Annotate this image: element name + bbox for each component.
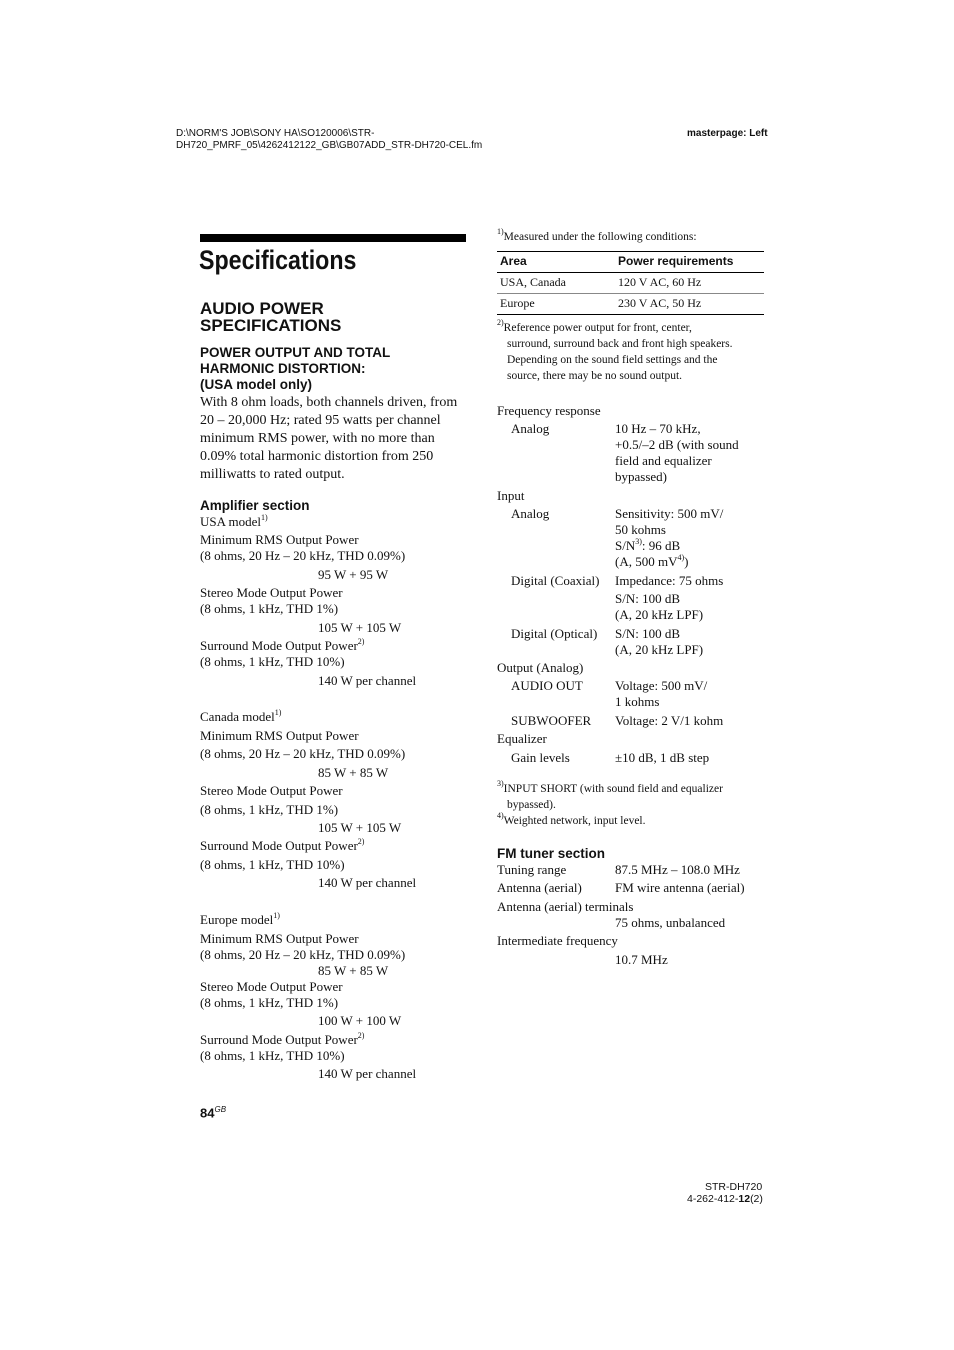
canada-stereo-label: Stereo Mode Output Power: [200, 783, 343, 798]
amplifier-heading: Amplifier section: [200, 498, 310, 513]
canada-surround-label: Surround Mode Output Power$^{2)}$: [200, 836, 365, 853]
footnote-ref: 3): [635, 536, 642, 546]
audio-out-value: Voltage: 500 mV/: [615, 678, 708, 693]
subwoofer-value: Voltage: 2 V/1 kohm: [615, 713, 724, 728]
intermediate-frequency-label: Intermediate frequency: [497, 933, 618, 948]
table-cell: Europe: [497, 294, 615, 315]
thd-heading-line-2: HARMONIC DISTORTION:: [200, 361, 366, 376]
usa-min-rms-label: Minimum RMS Output Power: [200, 532, 359, 547]
power-conditions-table: [497, 251, 764, 315]
table-row: [497, 294, 764, 315]
canada-min-rms-cond: (8 ohms, 20 Hz – 20 kHz, THD 0.09%): [200, 746, 406, 761]
footnote-ref: 2): [357, 836, 365, 846]
page-number-suffix: GB: [214, 1105, 227, 1114]
output-label: Output (Analog): [497, 660, 584, 675]
footnote-ref: 1): [274, 707, 282, 717]
table-cell: 120 V AC, 60 Hz: [615, 273, 764, 294]
footnote-4: $^{4)}$Weighted network, input level.: [497, 811, 646, 827]
file-path-line-1: D:\NORM'S JOB\SONY HA\SO120006\STR-: [176, 128, 375, 139]
gain-levels-label: Gain levels: [511, 750, 570, 765]
audio-out-value: 1 kohms: [615, 694, 660, 709]
footnote-3-line-1: $^{3)}$INPUT SHORT (with sound field and equalizer: [497, 779, 723, 795]
footnote-3-line-2: bypassed).: [507, 799, 556, 811]
table-header-area: Area: [497, 252, 615, 273]
usa-surround-value: 140 W per channel: [318, 673, 417, 688]
canada-model-label: Canada model$^{1)}$: [200, 707, 282, 724]
intermediate-frequency-value: 10.7 MHz: [615, 952, 668, 967]
table-header-row: [497, 252, 764, 273]
freq-analog-value: field and equalizer: [615, 453, 712, 468]
page-number: $84^{GB}$: [200, 1105, 227, 1121]
footnote-ref: 1): [261, 512, 268, 522]
thd-heading-line-1: POWER OUTPUT AND TOTAL: [200, 345, 391, 360]
equalizer-label: Equalizer: [497, 731, 547, 746]
input-coaxial-value: S/N: 100 dB: [615, 591, 681, 606]
input-coaxial-value: Impedance: 75 ohms: [615, 573, 724, 588]
footnote-2-line-1: $^{2)}$Reference power output for front, center,: [497, 318, 692, 334]
usa-surround-cond: (8 ohms, 1 kHz, THD 10%): [200, 654, 345, 669]
table-row: [497, 273, 764, 294]
gain-levels-value: ±10 dB, 1 dB step: [615, 750, 710, 765]
file-path-line-2: DH720_PMRF_05\4262412122_GB\GB07ADD_STR-DH720-CEL.fm: [176, 140, 483, 151]
audio-out-label: AUDIO OUT: [511, 678, 583, 693]
input-coaxial-value: (A, 20 kHz LPF): [615, 607, 704, 622]
footnote-2-line: surround, surround back and front high speakers.: [507, 338, 733, 350]
intro-line: milliwatts to rated output.: [200, 467, 345, 482]
usa-min-rms-value: 95 W + 95 W: [318, 567, 389, 582]
intro-line: With 8 ohm loads, both channels driven, from: [200, 395, 458, 410]
audio-heading-line-1: AUDIO POWER: [200, 299, 324, 318]
antenna-terminals-value: 75 ohms, unbalanced: [615, 915, 726, 930]
audio-heading-line-2: SPECIFICATIONS: [200, 316, 342, 335]
page-title: Specifications: [199, 245, 357, 275]
antenna-value: FM wire antenna (aerial): [615, 880, 745, 895]
canada-surround-cond: (8 ohms, 1 kHz, THD 10%): [200, 857, 345, 872]
footer-part-code: 4-262-412-12(2): [687, 1193, 763, 1205]
input-analog-value: Sensitivity: 500 mV/: [615, 506, 724, 521]
footer-model: STR-DH720: [705, 1181, 763, 1193]
intro-line: 20 – 20,000 Hz; rated 95 watts per channel: [200, 413, 441, 428]
canada-stereo-value: 105 W + 105 W: [318, 820, 402, 835]
freq-response-label: Frequency response: [497, 403, 601, 418]
input-optical-label: Digital (Optical): [511, 626, 598, 641]
canada-min-rms-label: Minimum RMS Output Power: [200, 728, 359, 743]
europe-surround-label: Surround Mode Output Power$^{2)}$: [200, 1030, 365, 1047]
footnote-ref: 2): [357, 636, 365, 646]
input-analog-sn: $S/N^{3)}$: 96 dB: [615, 536, 681, 553]
europe-min-rms-cond: (8 ohms, 20 Hz – 20 kHz, THD 0.09%): [200, 947, 406, 962]
usa-stereo-value: 105 W + 105 W: [318, 620, 402, 635]
title-bar: [200, 234, 466, 242]
table-cell: USA, Canada: [497, 273, 615, 294]
usa-min-rms-cond: (8 ohms, 20 Hz – 20 kHz, THD 0.09%): [200, 548, 406, 563]
table-cell: 230 V AC, 50 Hz: [615, 294, 764, 315]
usa-surround-label: Surround Mode Output Power$^{2)}$: [200, 636, 365, 653]
input-coaxial-label: Digital (Coaxial): [511, 573, 600, 588]
usa-model-label: USA model$^{1)}$: [200, 512, 268, 529]
tuning-range-label: Tuning range: [497, 862, 567, 877]
europe-surround-cond: (8 ohms, 1 kHz, THD 10%): [200, 1048, 345, 1063]
canada-min-rms-value: 85 W + 85 W: [318, 765, 389, 780]
intro-line: 0.09% total harmonic distortion from 250: [200, 449, 434, 464]
europe-stereo-label: Stereo Mode Output Power: [200, 979, 343, 994]
europe-min-rms-value: 85 W + 85 W: [318, 963, 389, 978]
footnote-1: $^{1)}$Measured under the following conditions:: [497, 227, 697, 243]
table-header-power: Power requirements: [615, 252, 764, 273]
subwoofer-label: SUBWOOFER: [511, 713, 592, 728]
input-optical-value: (A, 20 kHz LPF): [615, 642, 704, 657]
intro-line: minimum RMS power, with no more than: [200, 431, 435, 446]
input-optical-value: S/N: 100 dB: [615, 626, 681, 641]
europe-min-rms-label: Minimum RMS Output Power: [200, 931, 359, 946]
input-analog-label: Analog: [511, 506, 550, 521]
canada-surround-value: 140 W per channel: [318, 875, 417, 890]
canada-stereo-cond: (8 ohms, 1 kHz, THD 1%): [200, 802, 339, 817]
europe-model-label: Europe model$^{1)}$: [200, 910, 280, 927]
antenna-label: Antenna (aerial): [497, 880, 582, 895]
usa-stereo-label: Stereo Mode Output Power: [200, 585, 343, 600]
footnote-ref: 4): [677, 552, 685, 562]
europe-stereo-value: 100 W + 100 W: [318, 1013, 402, 1028]
input-label: Input: [497, 488, 525, 503]
freq-analog-value: +0.5/–2 dB (with sound: [615, 437, 739, 452]
tuning-range-value: 87.5 MHz – 108.0 MHz: [615, 862, 740, 877]
freq-analog-value: 10 Hz – 70 kHz,: [615, 421, 701, 436]
masterpage-label: masterpage: Left: [687, 128, 768, 139]
usa-stereo-cond: (8 ohms, 1 kHz, THD 1%): [200, 601, 339, 616]
freq-analog-value: bypassed): [615, 469, 667, 484]
europe-stereo-cond: (8 ohms, 1 kHz, THD 1%): [200, 995, 339, 1010]
thd-heading-line-3: (USA model only): [200, 377, 313, 392]
footnote-2-line: source, there may be no sound output.: [507, 370, 683, 382]
input-analog-weighting: (A, 500 $mV^{4)}$): [615, 552, 689, 569]
footnote-ref: 1): [273, 910, 280, 920]
fm-tuner-heading: FM tuner section: [497, 846, 606, 861]
antenna-terminals-label: Antenna (aerial) terminals: [497, 899, 634, 914]
footnote-ref: 2): [357, 1030, 365, 1040]
input-analog-value: 50 kohms: [615, 522, 666, 537]
freq-analog-label: Analog: [511, 421, 550, 436]
europe-surround-value: 140 W per channel: [318, 1066, 417, 1081]
footnote-2-line: Depending on the sound field settings and the: [507, 354, 718, 366]
